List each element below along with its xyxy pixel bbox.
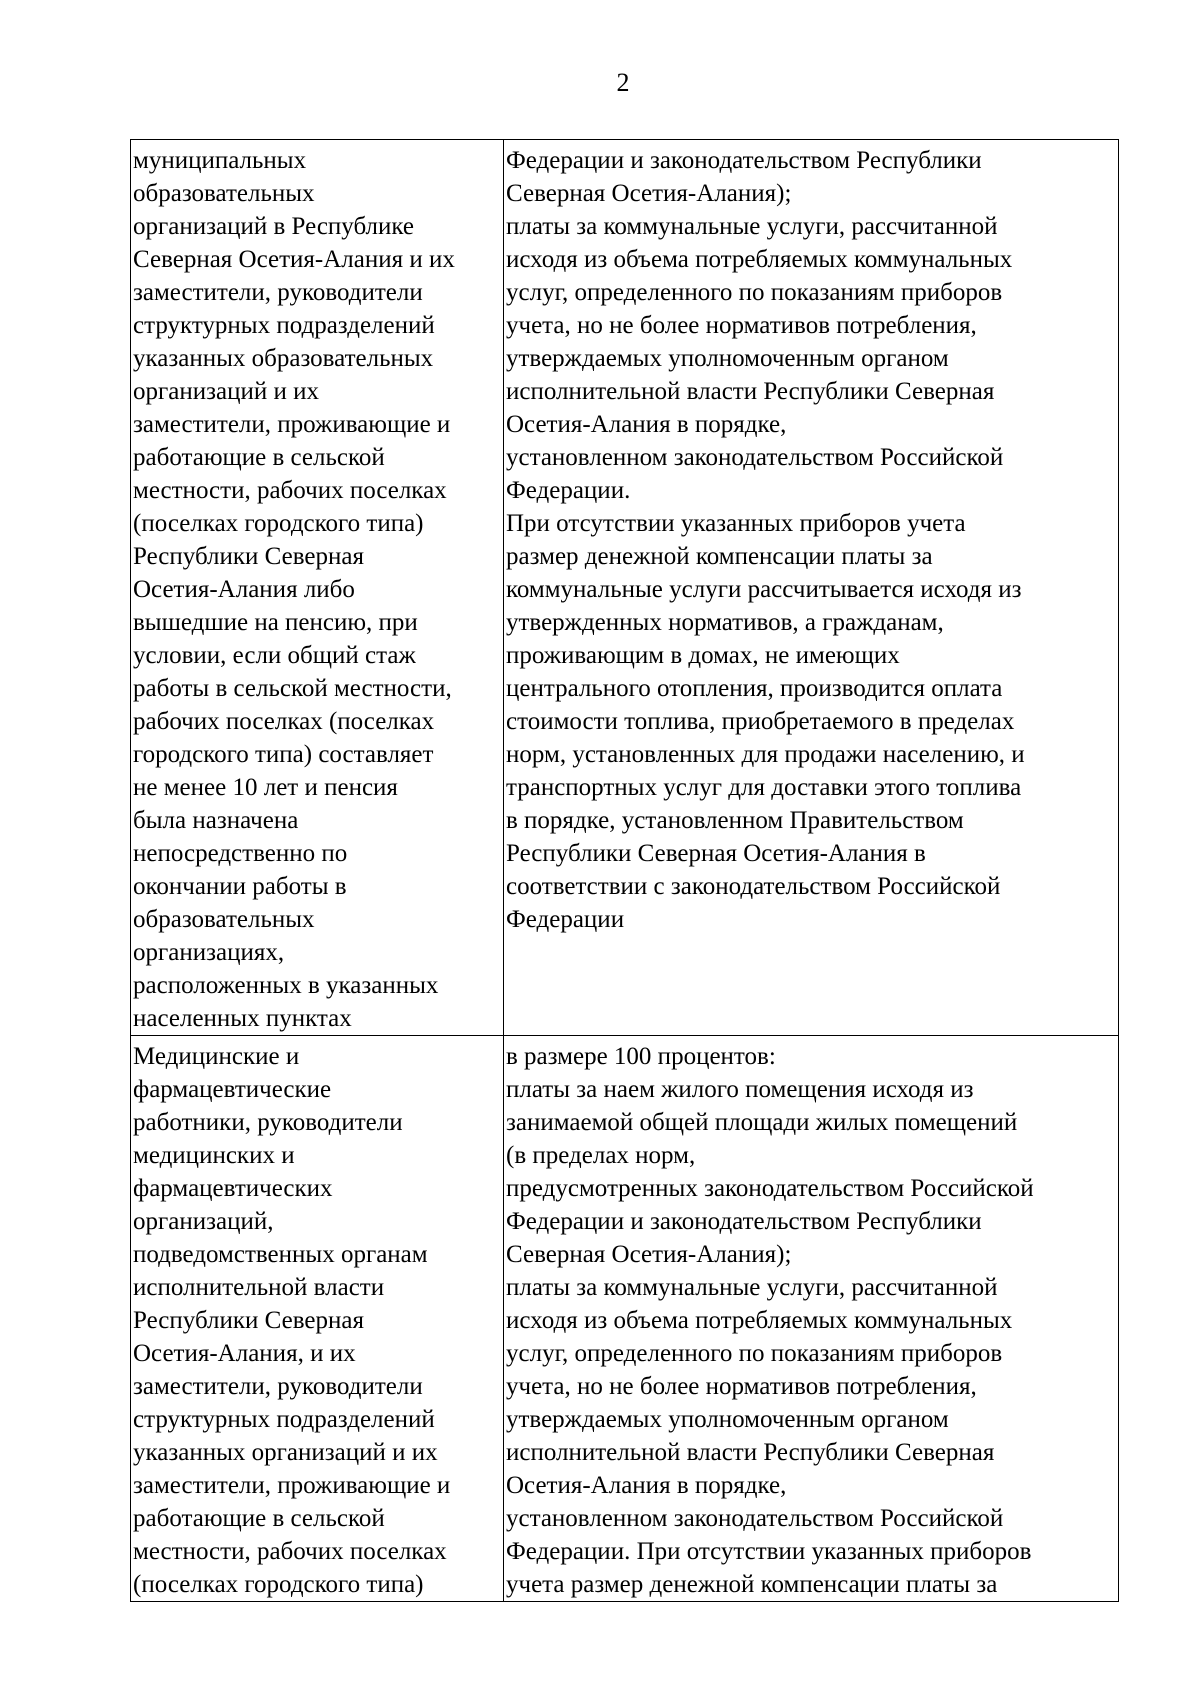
text-line: услуг, определенного по показаниям приборов <box>506 1340 1003 1367</box>
text-line: муниципальных <box>133 147 307 174</box>
benefits-table-body <box>131 140 1119 1602</box>
text-line: платы за наем жилого помещения исходя из <box>506 1076 974 1103</box>
text-line: учета размер денежной компенсации платы за <box>506 1571 998 1598</box>
text-line: Республики Северная <box>133 1307 364 1334</box>
text-line: городского типа) составляет <box>133 741 434 768</box>
text-line: коммунальные услуги рассчитывается исходя из <box>506 576 1022 603</box>
text-line: утверждаемых уполномоченным органом <box>506 345 949 372</box>
table-row <box>131 140 1119 1036</box>
text-line: вышедшие на пенсию, при <box>133 609 418 636</box>
table-row <box>131 1036 1119 1602</box>
text-line: установленном законодательством Российской <box>506 1505 1004 1532</box>
text-line: населенных пунктах <box>133 1005 352 1032</box>
text-line: работы в сельской местности, <box>133 675 452 702</box>
text-line: учета, но не более нормативов потребления, <box>506 312 977 339</box>
text-line: работающие в сельской <box>133 444 385 471</box>
text-line: норм, установленных для продажи населению, и <box>506 741 1025 768</box>
text-line: занимаемой общей площади жилых помещений <box>506 1109 1018 1136</box>
text-line: организациях, <box>133 939 285 966</box>
text-line: Осетия-Алания в порядке, <box>506 1472 787 1499</box>
text-line: местности, рабочих поселках <box>133 1538 447 1565</box>
text-line: исполнительной власти <box>133 1274 385 1301</box>
text-line: фармацевтических <box>133 1175 333 1202</box>
text-line: структурных подразделений <box>133 312 435 339</box>
text-line: заместители, проживающие и <box>133 411 451 438</box>
text-line: стоимости топлива, приобретаемого в пределах <box>506 708 1015 735</box>
text-line: Северная Осетия-Алания); <box>506 180 792 207</box>
text-line: заместители, руководители <box>133 279 423 306</box>
text-line: была назначена <box>133 807 299 834</box>
text-line: Осетия-Алания, и их <box>133 1340 356 1367</box>
text-line: соответствии с законодательством Российской <box>506 873 1001 900</box>
text-line: условии, если общий стаж <box>133 642 416 669</box>
text-line: утверждаемых уполномоченным органом <box>506 1406 949 1433</box>
text-line: Северная Осетия-Алания); <box>506 1241 792 1268</box>
text-line: образовательных <box>133 906 315 933</box>
text-line: рабочих поселках (поселках <box>133 708 435 735</box>
text-line: фармацевтические <box>133 1076 332 1103</box>
text-line: услуг, определенного по показаниям приборов <box>506 279 1003 306</box>
text-line: утвержденных нормативов, а гражданам, <box>506 609 944 636</box>
text-line: (в пределах норм, <box>506 1142 696 1169</box>
text-line: Федерации. При отсутствии указанных приборов <box>506 1538 1032 1565</box>
text-line: работники, руководители <box>133 1109 403 1136</box>
page-number: 2 <box>616 68 630 97</box>
text-line: медицинских и <box>133 1142 295 1169</box>
text-line: местности, рабочих поселках <box>133 477 447 504</box>
text-line: Федерации и законодательством Республики <box>506 147 982 174</box>
text-line: транспортных услуг для доставки этого топлива <box>506 774 1022 801</box>
text-line: Республики Северная Осетия-Алания в <box>506 840 926 867</box>
compensation-terms-cell <box>504 140 1119 1036</box>
text-line: установленном законодательством Российской <box>506 444 1004 471</box>
text-line: расположенных в указанных <box>133 972 439 999</box>
text-line: подведомственных органам <box>133 1241 428 1268</box>
text-line: Медицинские и <box>133 1043 300 1070</box>
text-line: исходя из объема потребляемых коммунальных <box>506 246 1013 273</box>
text-line: структурных подразделений <box>133 1406 435 1433</box>
text-line: проживающим в домах, не имеющих <box>506 642 900 669</box>
text-line: исполнительной власти Республики Северная <box>506 1439 995 1466</box>
text-line: учета, но не более нормативов потребления, <box>506 1373 977 1400</box>
text-line: Федерации. <box>506 477 631 504</box>
recipient-category-cell <box>131 140 504 1036</box>
text-line: Республики Северная <box>133 543 364 570</box>
text-line: Федерации и законодательством Республики <box>506 1208 982 1235</box>
text-line: заместители, проживающие и <box>133 1472 451 1499</box>
benefits-table <box>130 139 1119 1602</box>
text-line: Федерации <box>506 906 625 933</box>
text-line: в размере 100 процентов: <box>506 1043 776 1070</box>
recipient-category-cell <box>131 1036 504 1602</box>
text-line: (поселках городского типа) <box>133 1571 424 1598</box>
text-line: центрального отопления, производится оплата <box>506 675 1003 702</box>
text-line: платы за коммунальные услуги, рассчитанной <box>506 213 998 240</box>
text-line: заместители, руководители <box>133 1373 423 1400</box>
text-line: платы за коммунальные услуги, рассчитанной <box>506 1274 998 1301</box>
compensation-terms-cell <box>504 1036 1119 1602</box>
text-line: указанных образовательных <box>133 345 434 372</box>
text-line: предусмотренных законодательством Российской <box>506 1175 1034 1202</box>
text-line: организаций и их <box>133 378 319 405</box>
text-line: (поселках городского типа) <box>133 510 424 537</box>
text-line: исполнительной власти Республики Северная <box>506 378 995 405</box>
text-line: исходя из объема потребляемых коммунальных <box>506 1307 1013 1334</box>
text-line: организаций, <box>133 1208 274 1235</box>
text-line: Северная Осетия-Алания и их <box>133 246 455 273</box>
text-line: окончании работы в <box>133 873 347 900</box>
text-line: При отсутствии указанных приборов учета <box>506 510 966 537</box>
text-line: Осетия-Алания в порядке, <box>506 411 787 438</box>
text-line: организаций в Республике <box>133 213 415 240</box>
text-line: размер денежной компенсации платы за <box>506 543 933 570</box>
text-line: работающие в сельской <box>133 1505 385 1532</box>
text-line: не менее 10 лет и пенсия <box>133 774 398 801</box>
text-line: образовательных <box>133 180 315 207</box>
text-line: указанных организаций и их <box>133 1439 438 1466</box>
text-line: непосредственно по <box>133 840 348 867</box>
text-line: Осетия-Алания либо <box>133 576 355 603</box>
text-line: в порядке, установленном Правительством <box>506 807 964 834</box>
